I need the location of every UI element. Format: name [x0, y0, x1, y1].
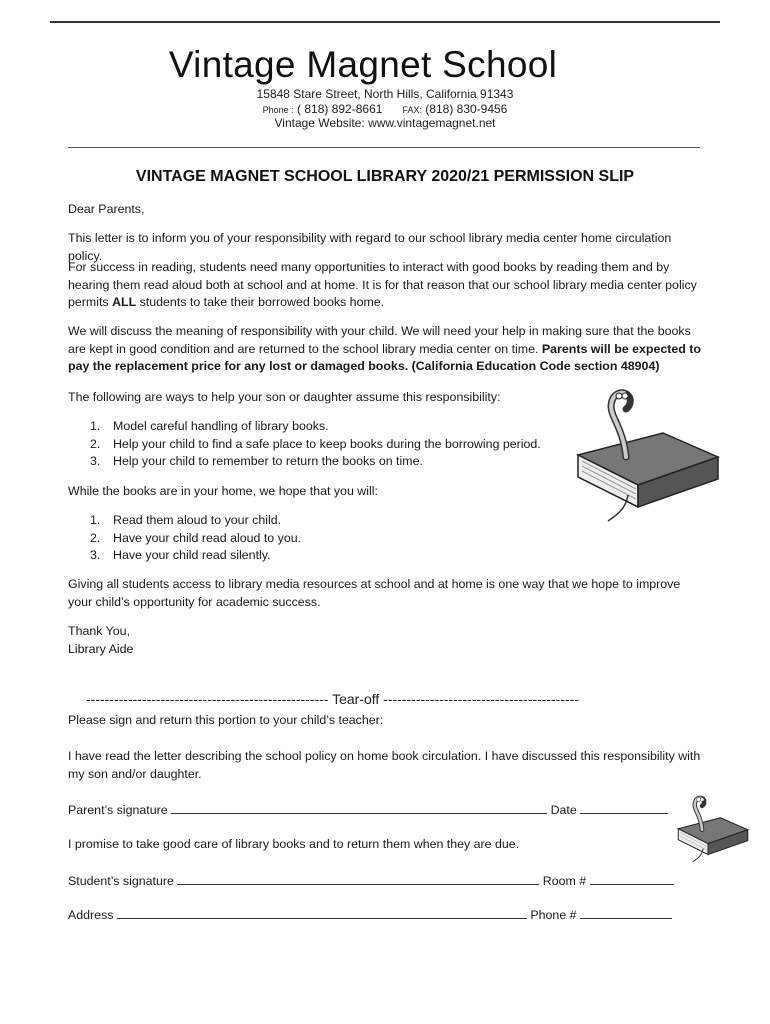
- address-field[interactable]: [117, 906, 527, 919]
- student-signature-field[interactable]: [177, 872, 539, 885]
- list-item: 2. Have your child read aloud to you.: [90, 530, 302, 545]
- home-reading-list: [90, 512, 301, 565]
- paragraph-2: For success in reading, students need many opportunities to interact with good books by reading them and by hearing them read aloud both at school and at home. It is for that reason that our school library media center policy permits ALL students to take their borrowed books home.: [68, 260, 697, 309]
- parent-signature-field[interactable]: [171, 801, 547, 814]
- tear-off-instruction: Please sign and return this portion to your child’s teacher:: [68, 713, 384, 727]
- address-label: Address: [68, 908, 114, 922]
- student-promise: I promise to take good care of library books and to return them when they are due.: [68, 837, 520, 851]
- fax-number: (818) 830-9456: [425, 102, 508, 116]
- responsibility-list: [90, 418, 541, 471]
- phone-field-label: Phone #: [530, 908, 577, 922]
- student-signature-row: [68, 872, 674, 888]
- fax-label: FAX:: [402, 105, 422, 115]
- header-divider: [68, 147, 700, 148]
- parent-statement: I have read the letter describing the school policy on home book circulation. I have discussed this responsibility with my son and/or daughter.: [68, 749, 701, 781]
- salutation: Dear Parents,: [68, 202, 145, 216]
- tear-off-divider: ---------------------------------------------------- Tear-off ------------------------------------------: [86, 691, 579, 707]
- paragraph-6: Giving all students access to library media resources at school and at home is one way that we hope to improve your child’s opportunity for academic success.: [68, 577, 681, 609]
- room-field[interactable]: [590, 872, 674, 885]
- list-item: 1. Read them aloud to your child.: [90, 513, 282, 527]
- phone-label: Phone :: [262, 105, 294, 115]
- top-rule: [50, 21, 720, 23]
- list-item: 1. Model careful handling of library books.: [90, 419, 329, 433]
- school-website: Vintage Website: www.vintagemagnet.net: [274, 116, 496, 130]
- paragraph-4: The following are ways to help your son or daughter assume this responsibility:: [68, 390, 501, 404]
- school-name: Vintage Magnet School: [168, 44, 558, 85]
- date-field[interactable]: [580, 801, 668, 814]
- parent-signature-row: [68, 801, 668, 817]
- school-address: 15848 Stare Street, North Hills, California 91343: [256, 87, 514, 101]
- paragraph-5: While the books are in your home, we hope that you will:: [68, 484, 378, 498]
- phone-number: ( 818) 892-8661: [297, 102, 383, 116]
- room-label: Room #: [542, 874, 587, 888]
- closing: Thank You,: [68, 624, 131, 638]
- parent-signature-label: Parent’s signature: [68, 803, 168, 817]
- school-phone-fax: [180, 102, 590, 116]
- list-item: 3. Help your child to remember to return the books on time.: [90, 454, 423, 468]
- paragraph-3: We will discuss the meaning of responsibility with your child. We will need your help in making sure that the books are kept in good condition and are returned to the school library media center on time. Parents will be expected to pay the replacement price for any lost or damaged books. (California Education Code section 48904): [68, 324, 701, 373]
- paragraph-1: This letter is to inform you of your responsibility with regard to our school library media center home circulation policy.: [68, 231, 672, 263]
- date-label: Date: [550, 803, 577, 817]
- list-item: 2. Help your child to find a safe place to keep books during the borrowing period.: [90, 436, 541, 451]
- address-row: [68, 906, 672, 922]
- phone-field[interactable]: [580, 906, 672, 919]
- list-item: 3. Have your child read silently.: [90, 548, 271, 562]
- page-title: VINTAGE MAGNET SCHOOL LIBRARY 2020/21 PERMISSION SLIP: [135, 168, 635, 185]
- bookworm-illustration: [568, 385, 728, 530]
- signature-line: Library Aide: [68, 642, 134, 656]
- bookworm-small-illustration: [673, 794, 753, 866]
- student-signature-label: Student’s signature: [68, 874, 174, 888]
